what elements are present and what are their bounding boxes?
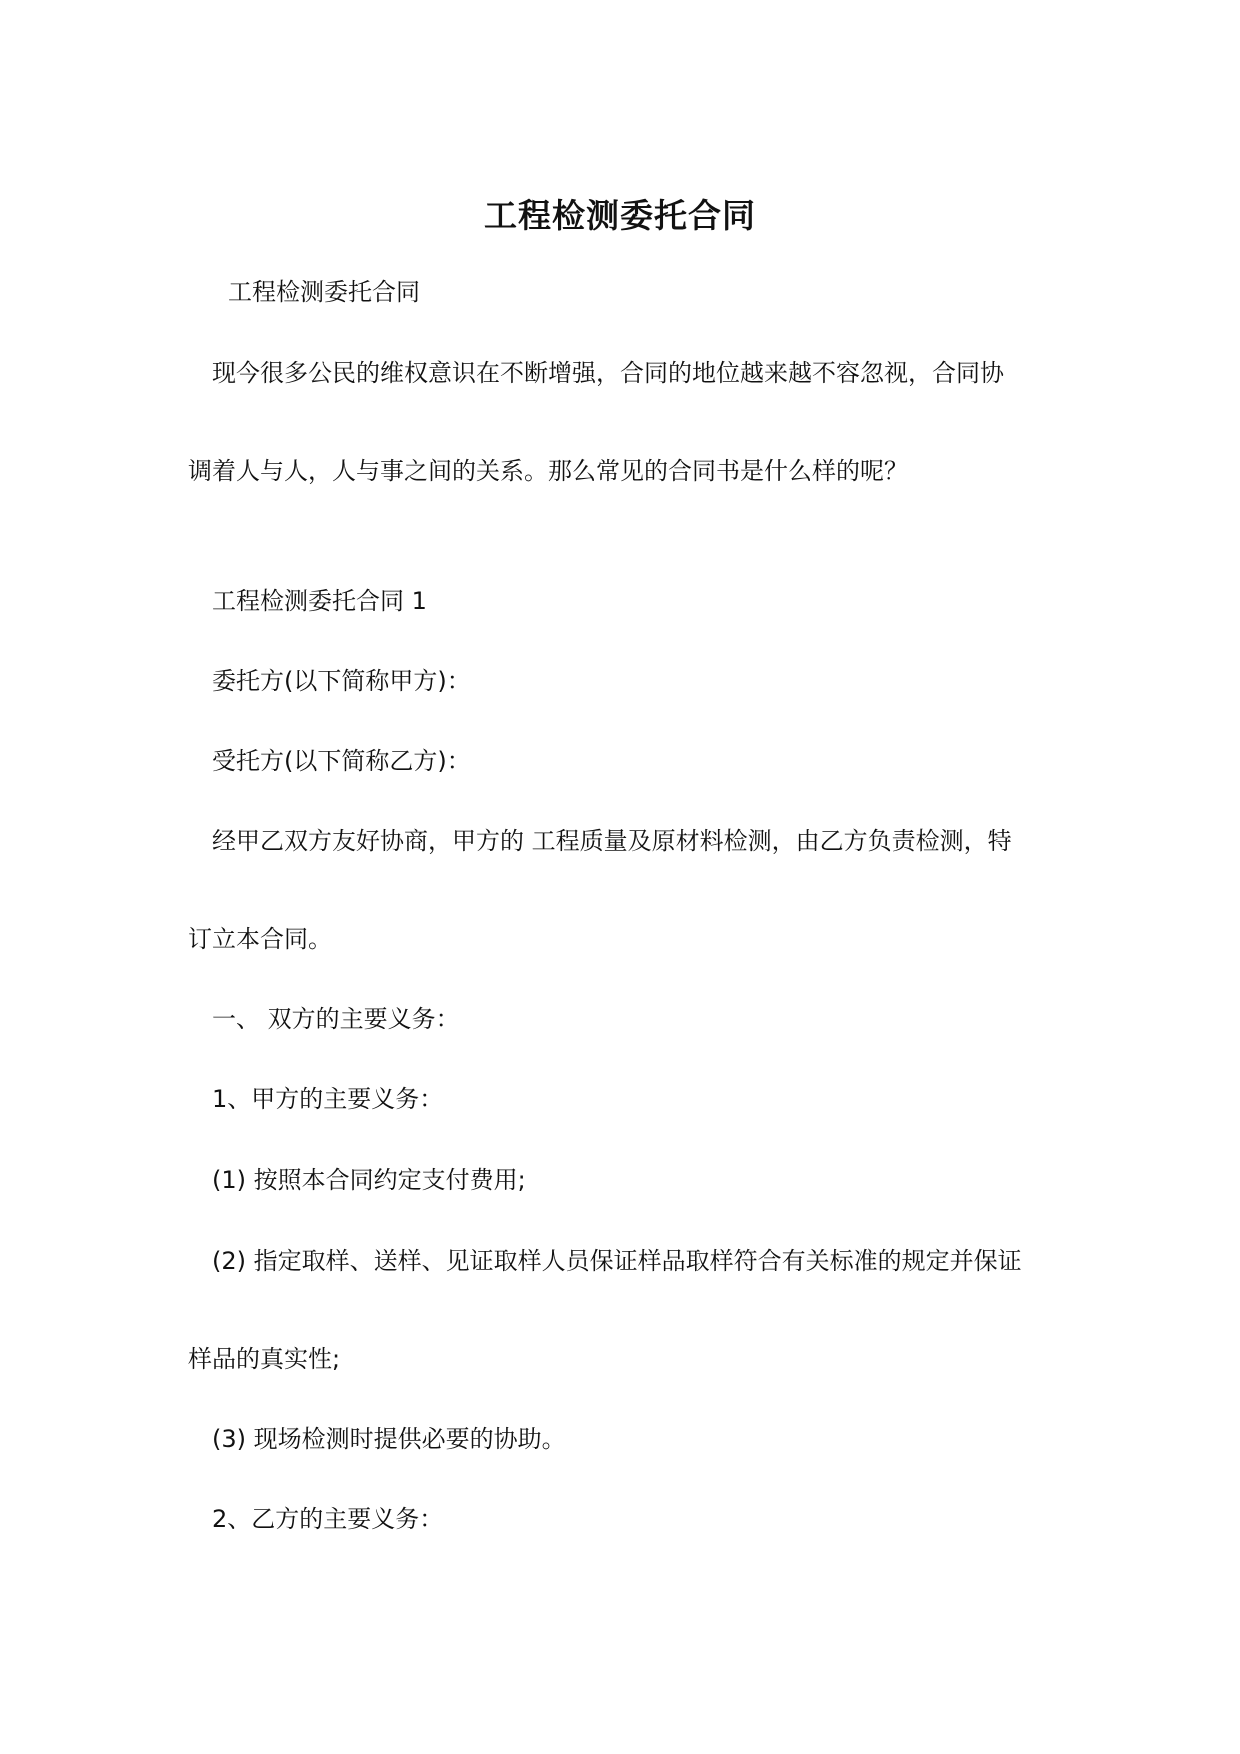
list-item-2-line-2: 样品的真实性; <box>188 1345 341 1373</box>
party-b-line: 受托方(以下简称乙方)： <box>212 747 471 775</box>
document-subtitle: 工程检测委托合同 <box>228 278 420 306</box>
section-heading-obligations: 一、 双方的主要义务： <box>212 1005 460 1033</box>
intro-paragraph-line-2: 调着人与人，人与事之间的关系。那么常见的合同书是什么样的呢？ <box>188 457 908 485</box>
agreement-paragraph-line-1: 经甲乙双方友好协商，甲方的 工程质量及原材料检测，由乙方负责检测，特 <box>212 827 1012 855</box>
list-item-3: (3) 现场检测时提供必要的协助。 <box>212 1425 566 1453</box>
subsection-party-a-obligations: 1、甲方的主要义务： <box>212 1085 444 1113</box>
document-title: 工程检测委托合同 <box>484 196 756 235</box>
list-item-1: (1) 按照本合同约定支付费用; <box>212 1166 526 1194</box>
subsection-party-b-obligations: 2、乙方的主要义务： <box>212 1505 444 1533</box>
list-item-2-line-1: (2) 指定取样、送样、见证取样人员保证样品取样符合有关标准的规定并保证 <box>212 1247 1022 1275</box>
agreement-paragraph-line-2: 订立本合同。 <box>188 925 332 953</box>
intro-paragraph-line-1: 现今很多公民的维权意识在不断增强，合同的地位越来越不容忽视，合同协 <box>212 359 1004 387</box>
party-a-line: 委托方(以下简称甲方)： <box>212 667 471 695</box>
contract-heading: 工程检测委托合同 1 <box>212 587 427 615</box>
